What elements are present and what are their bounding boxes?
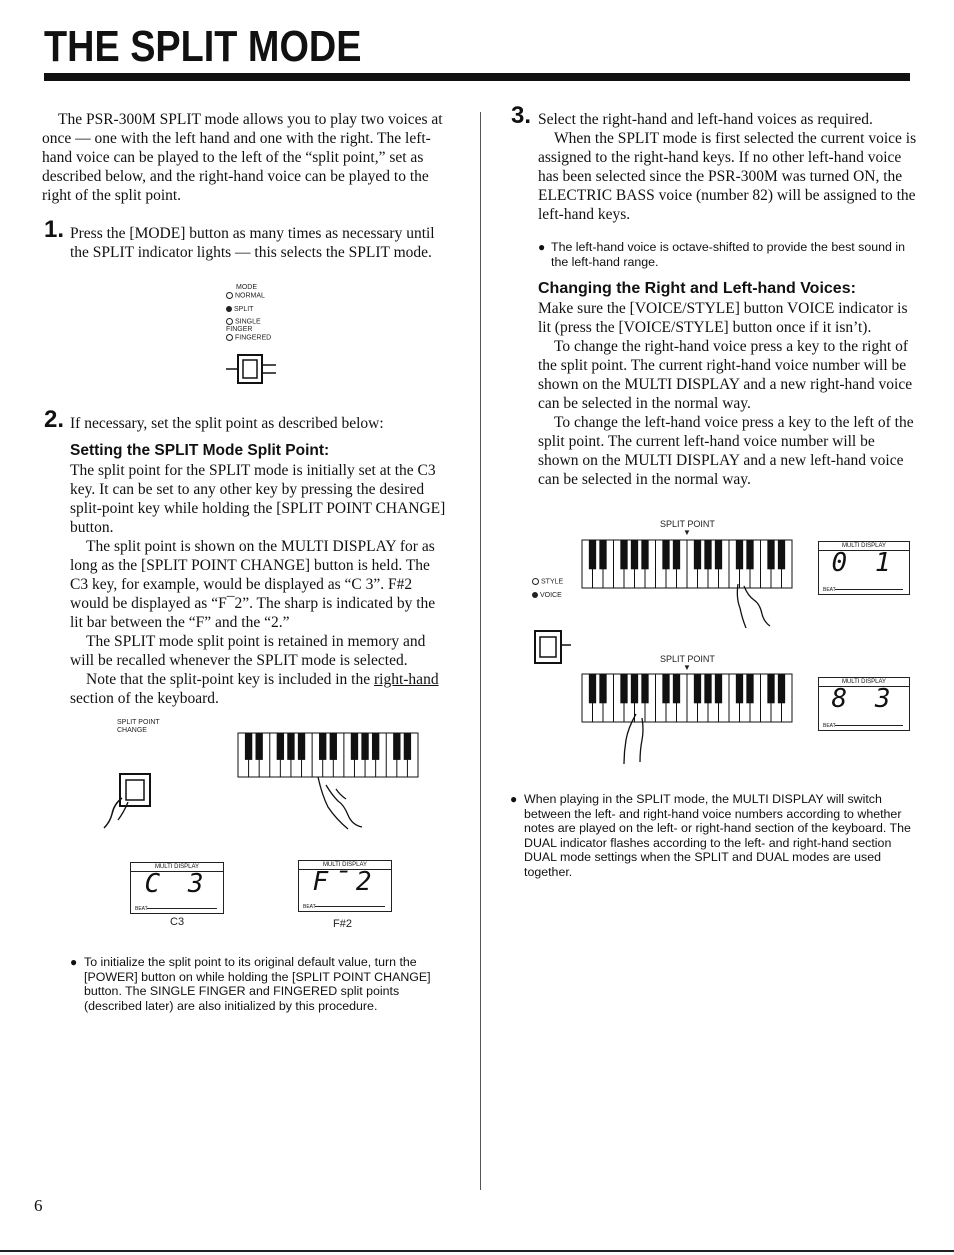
split-point-label-2: SPLIT POINT (660, 654, 715, 664)
step-1-number: 1. (44, 216, 65, 243)
page-title: THE SPLIT MODE (44, 22, 362, 71)
multi-display-label: MULTI DISPLAY (819, 678, 909, 687)
step-3-number: 3. (511, 102, 532, 129)
split-point-change-button-icon[interactable] (100, 768, 160, 830)
beat-label: BEAT (823, 723, 836, 729)
beat-label: BEAT (135, 906, 148, 912)
paragraph-split-point-3: The SPLIT mode split point is retained in memory and will be recalled whenever the SPLIT mode is selected. (70, 633, 426, 669)
led-off-icon (532, 578, 539, 585)
multi-display-label: MULTI DISPLAY (131, 863, 223, 872)
led-off-icon (226, 292, 233, 299)
led-off-icon (226, 334, 233, 341)
mode-item-fingered: FINGERED (226, 334, 271, 342)
page-number: 6 (34, 1196, 43, 1215)
pressing-hand-icon (614, 712, 658, 766)
keyboard-illustration-right-2 (578, 670, 798, 726)
multi-display-label: MULTI DISPLAY (299, 861, 391, 870)
intro-paragraph: The PSR-300M SPLIT mode allows you to play two voices at once — one with the left hand and one with the right. The left-hand voice can be played to the left of the “split point,” set as described below, and the right-hand voice can be played to the right of the split point. (42, 111, 443, 204)
voice-style-button-icon[interactable] (531, 627, 575, 667)
beat-label: BEAT (823, 587, 836, 593)
mode-item-single-finger: SINGLE FINGER (226, 318, 261, 334)
multi-display-83 (818, 677, 910, 731)
note-multi-display-switching: When playing in the SPLIT mode, the MULTI DISPLAY will switch between the left- and right-hand voice numbers according to whether notes are played on the left- or right-hand section of the keyboard. The DUAL indicator flashes according to the left- and right-hand section DUAL mode settings when the SPLIT and DUAL modes are used together. (524, 792, 911, 879)
pressing-hand-icon (730, 582, 780, 632)
step-3-paragraph: When the SPLIT mode is first selected the current voice is assigned to the right-hand keys. If no other left-hand voice has been selected since the PSR-300M was turned ON, the ELECTRIC BASS voice (number 82) will be assigned to the left-hand keys. (538, 130, 917, 223)
subhead-changing-voices: Changing the Right and Left-hand Voices: (538, 280, 856, 297)
split-point-arrow-icon: ▼ (683, 663, 691, 672)
subhead-setting-split-point: Setting the SPLIT Mode Split Point: (70, 442, 330, 459)
multi-display-c3 (130, 862, 224, 914)
paragraph-voices-3: To change the left-hand voice press a key to the left of the split point. The current left-hand voice number will be shown on the MULTI DISPLAY and a new left-hand voice can be selected in the normal way. (538, 414, 914, 488)
mode-item-normal: NORMAL (226, 292, 265, 300)
multi-display-label: MULTI DISPLAY (819, 542, 909, 551)
step-1-text: Press the [MODE] button as many times as necessary until the SPLIT indicator lights — this selects the SPLIT mode. (70, 225, 435, 261)
step-2-number: 2. (44, 406, 65, 433)
step-2-text: If necessary, set the split point as described below: (70, 415, 384, 432)
led-off-icon (226, 318, 233, 325)
paragraph-split-point-4: Note that the split-point key is included in the right-hand section of the keyboard. (70, 671, 439, 707)
display-digits: F¯2 (312, 867, 378, 897)
pressing-hand-icon (312, 775, 372, 831)
paragraph-split-point-2: The split point is shown on the MULTI DISPLAY for as long as the [SPLIT POINT CHANGE] button is held. The C3 key, for example, would be displayed as “C 3”. F#2 would be displayed as “F¯2”. The sharp is indicated by the lit bar between the “F” and the “2.” (70, 538, 436, 631)
style-indicator: STYLE (532, 578, 563, 586)
bullet-icon: ● (538, 240, 546, 254)
paragraph-voices-2: To change the right-hand voice press a key to the right of the split point. The current right-hand voice number will be shown on the MULTI DISPLAY and a new right-hand voice can be selected in the normal way. (538, 338, 913, 412)
multi-display-01 (818, 541, 910, 595)
title-rule (44, 73, 910, 81)
paragraph-voices-1: Make sure the [VOICE/STYLE] button VOICE indicator is lit (press the [VOICE/STYLE] button once if it isn’t). (538, 300, 908, 336)
caption-c3: C3 (170, 916, 185, 928)
split-point-arrow-icon: ▼ (683, 528, 691, 537)
mode-button-icon[interactable] (224, 353, 280, 387)
voice-indicator: VOICE (532, 592, 562, 600)
display-digits: C 3 (144, 869, 210, 899)
multi-display-f-sharp-2 (298, 860, 392, 912)
bullet-icon: ● (70, 955, 78, 969)
display-digits: 0 1 (831, 548, 897, 578)
caption-f-sharp-2: F#2 (333, 918, 352, 930)
paragraph-split-point-1: The split point for the SPLIT mode is initially set at the C3 key. It can be set to any other key by pressing the desired split-point key while holding the [SPLIT POINT CHANGE] button. (70, 462, 446, 536)
led-on-icon (226, 306, 232, 312)
note-initialize-split-point: To initialize the split point to its original default value, turn the [POWER] button on while holding the [SPLIT POINT CHANGE] button. The SINGLE FINGER and FINGERED split points (described later) are also initialized by this procedure. (84, 955, 431, 1013)
bottom-rule (0, 1250, 954, 1252)
column-divider (480, 112, 481, 1190)
beat-label: BEAT (303, 904, 316, 910)
step-3-text: Select the right-hand and left-hand voices as required. (538, 111, 873, 128)
display-digits: 8 3 (831, 684, 897, 714)
split-point-label-1: SPLIT POINT (660, 519, 715, 529)
note-octave-shift: The left-hand voice is octave-shifted to provide the best sound in the left-hand range. (551, 240, 906, 269)
split-point-change-label: SPLIT POINT CHANGE (117, 719, 160, 734)
led-on-icon (532, 592, 538, 598)
mode-heading: MODE (236, 284, 257, 291)
keyboard-illustration-left (234, 729, 424, 781)
mode-item-split: SPLIT (226, 306, 253, 314)
bullet-icon: ● (510, 792, 518, 806)
